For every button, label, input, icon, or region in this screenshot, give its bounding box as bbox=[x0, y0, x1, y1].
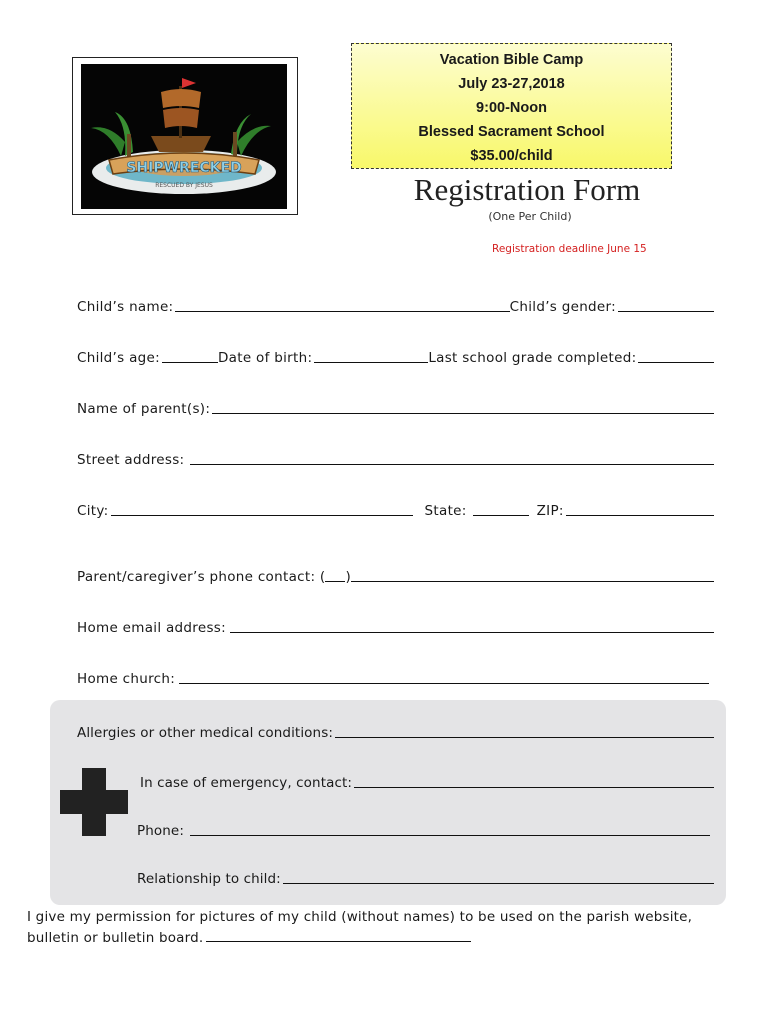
street-address-field[interactable] bbox=[190, 464, 714, 465]
date-of-birth-field[interactable] bbox=[314, 362, 428, 363]
row-parent-names bbox=[77, 397, 714, 417]
last-grade-field[interactable] bbox=[638, 362, 714, 363]
state-label: State: bbox=[424, 503, 467, 519]
permission-text: I give my permission for pictures of my child (without names) to be used on the parish website, bulletin or bulletin board. bbox=[27, 909, 693, 946]
camp-price: $35.00/child bbox=[470, 148, 553, 164]
allergies-field[interactable] bbox=[335, 737, 714, 738]
email-field[interactable] bbox=[230, 632, 714, 633]
street-address-label: Street address: bbox=[77, 452, 185, 468]
last-grade-label: Last school grade completed: bbox=[428, 350, 637, 366]
phone-number-field[interactable] bbox=[351, 581, 714, 582]
child-gender-label: Child’s gender: bbox=[509, 299, 616, 315]
medical-cross-icon bbox=[60, 768, 128, 836]
home-church-label: Home church: bbox=[77, 671, 176, 687]
emergency-phone-field[interactable] bbox=[190, 835, 710, 836]
state-field[interactable] bbox=[473, 515, 529, 516]
zip-field[interactable] bbox=[566, 515, 714, 516]
form-title: Registration Form bbox=[413, 172, 641, 207]
child-age-field[interactable] bbox=[162, 362, 218, 363]
camp-info-box bbox=[351, 43, 672, 169]
email-label: Home email address: bbox=[77, 620, 226, 636]
home-church-field[interactable] bbox=[179, 683, 709, 684]
child-name-label: Child’s name: bbox=[77, 299, 174, 315]
photo-permission bbox=[27, 907, 747, 949]
child-age-label: Child’s age: bbox=[77, 350, 160, 366]
city-label: City: bbox=[77, 503, 109, 519]
phone-contact-label: Parent/caregiver’s phone contact: ( bbox=[77, 569, 326, 585]
form-subtitle: (One Per Child) bbox=[488, 210, 572, 223]
row-emergency-contact bbox=[140, 771, 714, 791]
row-city-state-zip bbox=[77, 499, 714, 519]
area-code-field[interactable] bbox=[325, 581, 345, 582]
row-emergency-phone bbox=[137, 819, 710, 839]
camp-name: Vacation Bible Camp bbox=[439, 52, 584, 68]
row-phone-contact bbox=[77, 565, 714, 585]
row-child-name bbox=[77, 295, 714, 315]
relationship-field[interactable] bbox=[283, 883, 714, 884]
row-street-address bbox=[77, 448, 714, 468]
row-home-church bbox=[77, 667, 709, 687]
camp-location: Blessed Sacrament School bbox=[418, 124, 605, 140]
child-gender-field[interactable] bbox=[618, 311, 714, 312]
row-allergies bbox=[77, 721, 714, 741]
logo-frame bbox=[72, 57, 298, 215]
row-child-age bbox=[77, 346, 714, 366]
relationship-label: Relationship to child: bbox=[137, 871, 281, 887]
camp-dates: July 23-27,2018 bbox=[458, 76, 565, 92]
logo-tagline: RESCUED BY JESUS bbox=[155, 182, 213, 189]
allergies-label: Allergies or other medical conditions: bbox=[77, 725, 333, 741]
emergency-contact-label: In case of emergency, contact: bbox=[140, 775, 353, 791]
shipwrecked-logo-image bbox=[81, 64, 287, 209]
logo-title-text: SHIPWRECKED bbox=[126, 160, 242, 176]
row-relationship bbox=[137, 867, 714, 887]
phone-paren-close: ) bbox=[345, 569, 352, 585]
emergency-contact-field[interactable] bbox=[354, 787, 714, 788]
emergency-phone-label: Phone: bbox=[137, 823, 184, 839]
row-email bbox=[77, 616, 714, 636]
parent-names-label: Name of parent(s): bbox=[77, 401, 211, 417]
parent-names-field[interactable] bbox=[212, 413, 714, 414]
date-of-birth-label: Date of birth: bbox=[217, 350, 313, 366]
camp-time: 9:00-Noon bbox=[476, 100, 547, 116]
city-field[interactable] bbox=[111, 515, 413, 516]
permission-signature-field[interactable] bbox=[206, 940, 471, 942]
registration-deadline: Registration deadline June 15 bbox=[492, 243, 647, 255]
shipwrecked-logo-art bbox=[81, 64, 287, 209]
zip-label: ZIP: bbox=[536, 503, 564, 519]
child-name-field[interactable] bbox=[175, 311, 509, 312]
